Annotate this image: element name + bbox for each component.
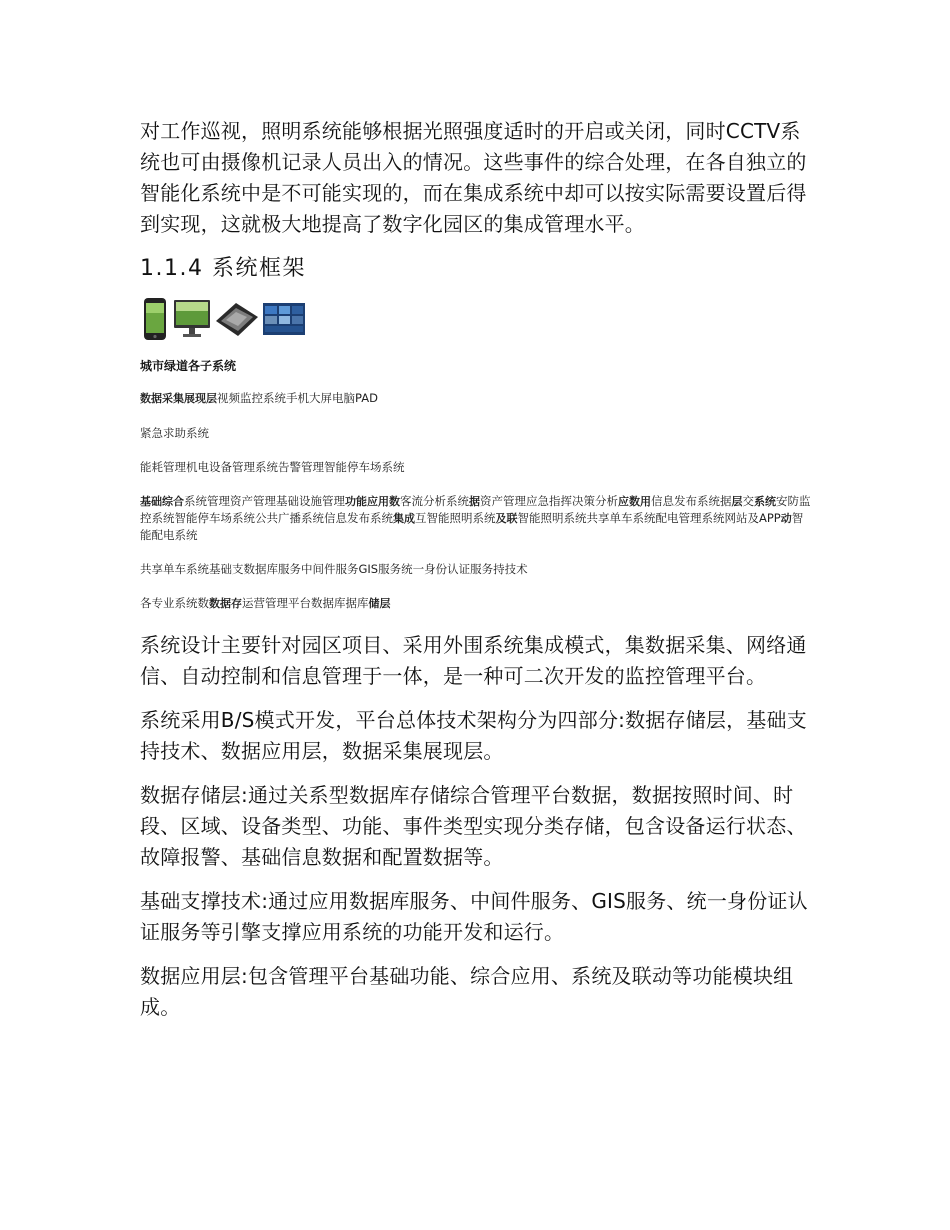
section-heading: 1.1.4 系统框架 [140,256,306,281]
figure-line-4-b7: 集成 [393,512,415,525]
body-paragraph-4: 基础支撑技术:通过应用数据库服务、中间件服务、GIS服务、统一身份证认证服务等引擎支撑应用系统的功能开发和运行。 [140,889,808,944]
figure-line-4-t6: 安防监控系统智能停车场系统公共广播系统信息发布系统 [140,494,811,525]
figure-line-4-t3: 资产管理应急指挥决策分析 [480,494,618,508]
tablet-pad-icon [214,299,260,339]
figure-line-4-b1: 基础综合 [140,495,184,508]
figure-line-6 [140,595,812,612]
intro-paragraph: 对工作巡视，照明系统能够根据光照强度适时的开启或关闭，同时CCTV系统也可由摄像机记录人员出入的情况。这些事件的综合处理，在各自独立的智能化系统中是不可能实现的，而在集成系统中却可以按实际需要设置后得到实现，这就极大地提高了数字化园区的集成管理水平。 [140,119,807,236]
figure-device-icons [140,294,812,344]
monitor-icon [173,298,211,340]
figure-line-1 [140,390,812,407]
figure-line-6-b1: 数据存 [209,597,242,610]
figure-line-6-t2: 运营管理平台数据库据库 [242,596,369,610]
figure-line-4-t1: 系统管理资产管理基础设施管理 [184,494,345,508]
figure-line-4-t5: 交 [742,494,754,508]
body-paragraph-3: 数据存储层:通过关系型数据库存储综合管理平台数据，数据按照时间、时段、区域、设备类型、功能、事件类型实现分类存储，包含设备运行状态、故障报警、基础信息数据和配置数据等。 [140,783,807,869]
figure-line-2: 紧急求助系统 [140,426,209,440]
body-paragraph-1: 系统设计主要针对园区项目、采用外围系统集成模式，集数据采集、网络通信、自动控制和信息管理于一体，是一种可二次开发的监控管理平台。 [140,633,807,688]
figure-line-4-b6: 系统 [754,495,776,508]
figure-line-5: 共享单车系统基础支数据库服务中间件服务GIS服务统一身份认证服务持技术 [140,562,528,576]
figure-line-4-t9: 智能配电系统 [140,511,804,542]
phone-icon [140,297,170,341]
figure-line-4 [140,493,812,543]
figure-line-4-b3: 据 [469,495,480,508]
figure-line-1-text: 视频监控系统手机大屏电脑PAD [217,391,378,405]
figure-line-4-b2: 功能应用数 [345,495,400,508]
figure-line-6-b2: 储层 [368,597,391,610]
figure-line-4-b8: 及联 [495,512,518,525]
figure-line-4-b9: 动 [780,512,792,525]
figure-line-3: 能耗管理机电设备管理系统告警管理智能停车场系统 [140,460,405,474]
figure-line-4-t8: 智能照明系统共享单车系统配电管理系统网站及APP [517,511,781,525]
page-content [140,116,812,1036]
figure-line-4-t4: 信息发布系统据 [651,494,732,508]
figure-line-4-t7: 互智能照明系统 [415,511,496,525]
body-paragraphs [140,630,812,1023]
figure-line-4-b4: 应数用 [618,495,651,508]
display-screen-icon [263,303,305,335]
body-paragraph-2: 系统采用B/S模式开发，平台总体技术架构分为四部分:数据存储层，基础支持技术、数据应用层，数据采集展现层。 [140,708,807,763]
figure-line-4-b5: 层 [731,495,743,508]
figure-line-6-t1: 各专业系统数 [140,596,209,610]
figure-title: 城市绿道各子系统 [140,359,237,373]
figure-line-4-t2: 客流分析系统 [400,494,469,508]
body-paragraph-5: 数据应用层:包含管理平台基础功能、综合应用、系统及联动等功能模块组成。 [140,964,794,1019]
figure-line-1-bold: 数据采集展现层 [140,392,217,405]
